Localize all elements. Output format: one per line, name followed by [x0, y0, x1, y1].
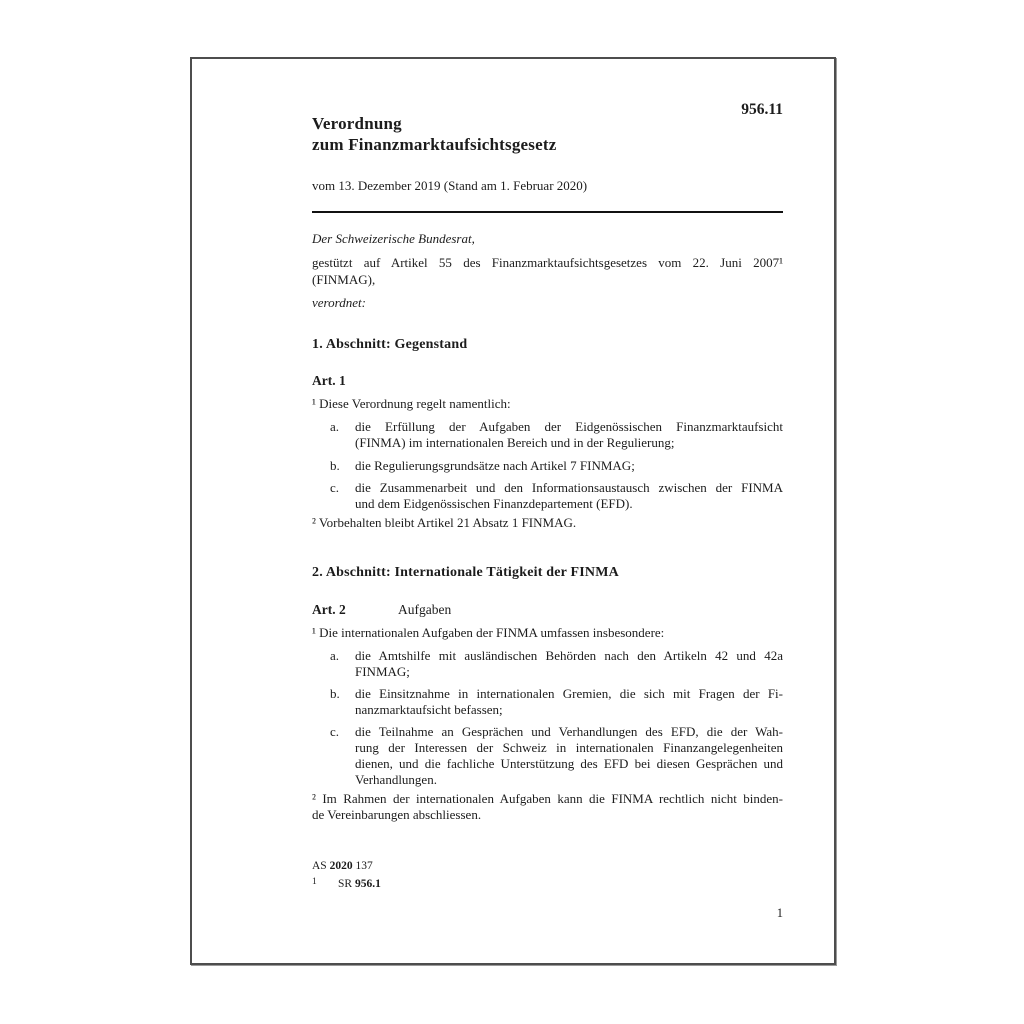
list-marker: b.: [330, 458, 340, 473]
preamble-author: Der Schweizerische Bundesrat,: [312, 231, 475, 246]
list-item-1b: [312, 458, 783, 474]
list-marker: a.: [330, 648, 340, 663]
list-marker: c.: [330, 724, 340, 739]
section-1-heading: 1. Abschnitt: Gegenstand: [312, 337, 468, 352]
preamble-basis: gestützt auf Artikel 55 des Finanzmarktaufsichtsgesetzes vom 22. Juni 2007¹ (FINMAG),: [312, 255, 783, 287]
footnote-prefix: SR: [338, 878, 353, 890]
article-title: Aufgaben: [398, 602, 452, 617]
list-item-1a: [312, 419, 783, 451]
document-header: [312, 101, 783, 155]
page-number: 1: [776, 906, 783, 920]
article-1-label: Art. 1: [312, 373, 346, 388]
article-2-label: [312, 601, 783, 619]
footnote-marker: 1: [312, 877, 317, 887]
article-1-paragraph-2: ² Vorbehalten bleibt Artikel 21 Absatz 1 FINMAG.: [312, 515, 577, 530]
list-marker: b.: [330, 686, 340, 701]
as-page: 137: [355, 860, 373, 872]
sr-number: 956.11: [741, 101, 783, 118]
list-item-text: die Erfüllung der Aufgaben der Eidgenössischen Finanzmarktaufsicht (FINMA) im internationalen Bereich und in der Regulierung;: [355, 419, 783, 450]
as-year: 2020: [329, 860, 353, 872]
article-label: Art. 2: [312, 602, 346, 617]
footnote-line: [312, 875, 783, 892]
page-content: [192, 59, 834, 823]
section-2-heading: 2. Abschnitt: Internationale Tätigkeit der FINMA: [312, 565, 619, 580]
list-item-1c: [312, 480, 783, 512]
list-item-2c: [312, 724, 783, 788]
article-1-paragraph-1: ¹ Diese Verordnung regelt namentlich:: [312, 396, 511, 411]
list-item-2b: [312, 686, 783, 718]
list-marker: a.: [330, 419, 340, 434]
document-title: Verordnung zum Finanzmarktaufsichtsgesetz: [312, 114, 557, 154]
list-item-text: die Einsitznahme in internationalen Gremien, die sich mit Fragen der Fi- nanzmarktaufsicht befassen;: [355, 686, 783, 717]
as-prefix: AS: [312, 860, 327, 872]
document-page: [190, 57, 836, 965]
footnote-reference: 956.1: [354, 878, 381, 890]
enacting-clause: verordnet:: [312, 295, 366, 310]
article-2-paragraph-2: ² Im Rahmen der internationalen Aufgaben kann die FINMA rechtlich nicht binden- de Vereinbarungen abschliessen.: [312, 791, 783, 822]
list-item-text: die Regulierungsgrundsätze nach Artikel 7 FINMAG;: [355, 458, 635, 473]
list-item-text: die Zusammenarbeit und den Informationsaustausch zwischen der FINMA und dem Eidgenössischen Finanzdepartement (EFD).: [355, 480, 783, 511]
list-item-text: die Amtshilfe mit ausländischen Behörden nach den Artikeln 42 und 42a FINMAG;: [355, 648, 783, 679]
header-divider: [312, 211, 783, 213]
list-item-2a: [312, 648, 783, 680]
document-footer: [312, 859, 783, 892]
as-reference: [312, 859, 783, 874]
list-marker: c.: [330, 480, 340, 495]
article-2-paragraph-1: ¹ Die internationalen Aufgaben der FINMA umfassen insbesondere:: [312, 625, 665, 640]
date-line: vom 13. Dezember 2019 (Stand am 1. Februar 2020): [312, 178, 588, 193]
list-item-text: die Teilnahme an Gesprächen und Verhandlungen des EFD, die der Wah- rung der Interessen der Schweiz in internationalen Finanzangelegenheiten dienen, und die fachliche Unterstützung des EFD bei diesen Gesprächen und Verhandlungen.: [355, 724, 783, 787]
